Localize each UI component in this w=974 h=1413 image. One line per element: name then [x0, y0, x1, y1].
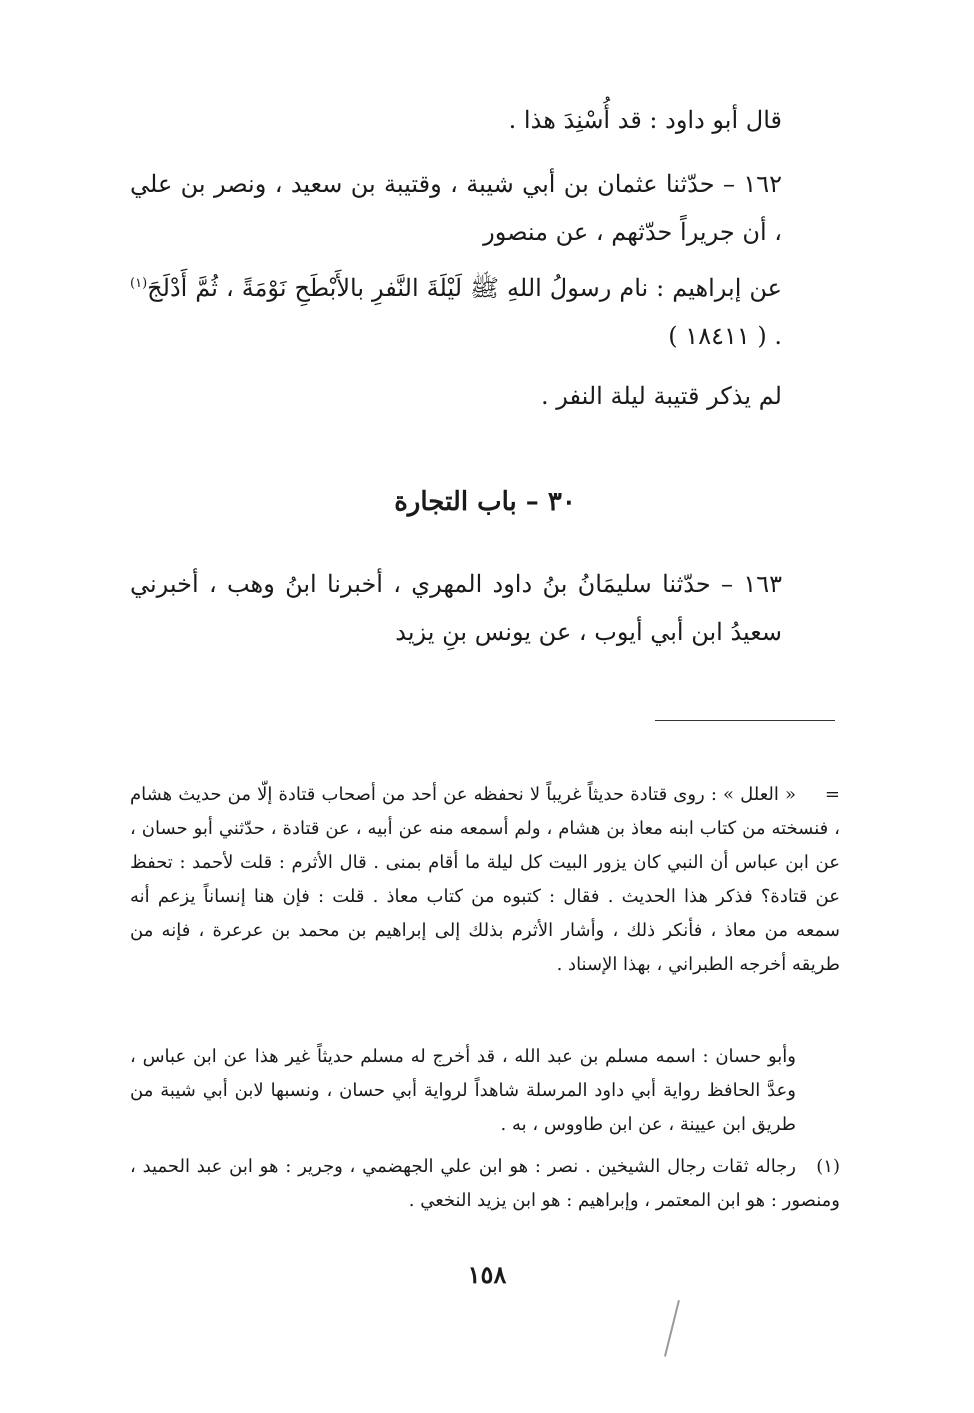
page-number: ١٥٨: [467, 1260, 507, 1289]
footnote-reference-mark: (١): [130, 276, 148, 291]
paragraph-text: عن إبراهيم : نام رسولُ اللهِ ﷺ لَيْلَةَ النَّفرِ بالأَبْطَحِ نَوْمَةً ، ثُمَّ أَدْلَجَ: [147, 274, 782, 302]
paragraph-text: قال أبو داود : قد أُسْنِدَ هذا .: [508, 106, 782, 134]
footnote-separator: [655, 720, 835, 721]
paragraph-text: ١٦٣ – حدّثنا سليمَانُ بنُ داود المهري ، أخبرنا ابنُ وهب ، أخبرني سعيدُ ابن أبي أيوب ، عن يونس بنِ يزيد: [130, 570, 782, 646]
paragraph-abu-dawud-note: [130, 96, 840, 144]
hadith-162-isnad: [130, 160, 840, 256]
footnote-marker: =: [824, 784, 840, 805]
hadith-number: . ( ١٨٤١١ ): [668, 322, 782, 350]
footnote-marker: (١): [816, 1156, 840, 1177]
chapter-heading: ٣٠ – باب التجارة: [394, 487, 576, 517]
footnote-abu-hassan: [130, 1040, 840, 1142]
paragraph-text: ١٦٢ – حدّثنا عثمان بن أبي شيبة ، وقتيبة بن سعيد ، ونصر بن علي ، أن جريراً حدّثهم ، عن منصور: [130, 170, 782, 246]
footnote-continuation: [130, 778, 840, 982]
footnote-text: « العلل » : روى قتادة حديثاً غريباً لا نحفظه عن أحد من أصحاب قتادة إلّا من حديث هشام ، فنسخته من كتاب ابنه معاذ بن هشام ، ولم أسمعه منه عن أبيه ، عن قتادة ، حدّثني أبو حسان ، عن ابن عباس أن النبي كان يزور البيت كل ليلة ما أقام بمنى . قال الأثرم : قلت لأحمد : تحفظ عن قتادة؟ فذكر هذا الحديث . فقال : كتبوه من كتاب معاذ . قلت : فإن هنا إنساناً يزعم أنه سمعه من معاذ ، فأنكر ذلك ، وأشار الأثرم بذلك إلى إبراهيم بن محمد بن عرعرة ، فإنه من طريقه أخرجه الطبراني ، بهذا الإسناد .: [130, 784, 840, 975]
footnote-text: رجاله ثقات رجال الشيخين . نصر : هو ابن علي الجهضمي ، وجرير : هو ابن عبد الحميد ، ومنصور : هو ابن المعتمر ، وإبراهيم : هو ابن يزيد النخعي .: [130, 1156, 840, 1211]
hadith-162-matn: [130, 264, 840, 360]
paragraph-qutayba-note: [130, 372, 840, 420]
scan-mark: [664, 1300, 680, 1357]
footnote-1: [130, 1150, 840, 1218]
footnote-text: وأبو حسان : اسمه مسلم بن عبد الله ، قد أخرج له مسلم حديثاً غير هذا عن ابن عباس ، وعدَّ الحافظ رواية أبي داود المرسلة شاهداً لرواية أبي حسان ، ونسبها لابن أبي شيبة من طريق ابن عيينة ، عن ابن طاووس ، به .: [130, 1046, 796, 1135]
paragraph-text: لم يذكر قتيبة ليلة النفر .: [540, 382, 782, 410]
hadith-163-isnad: [130, 560, 840, 656]
